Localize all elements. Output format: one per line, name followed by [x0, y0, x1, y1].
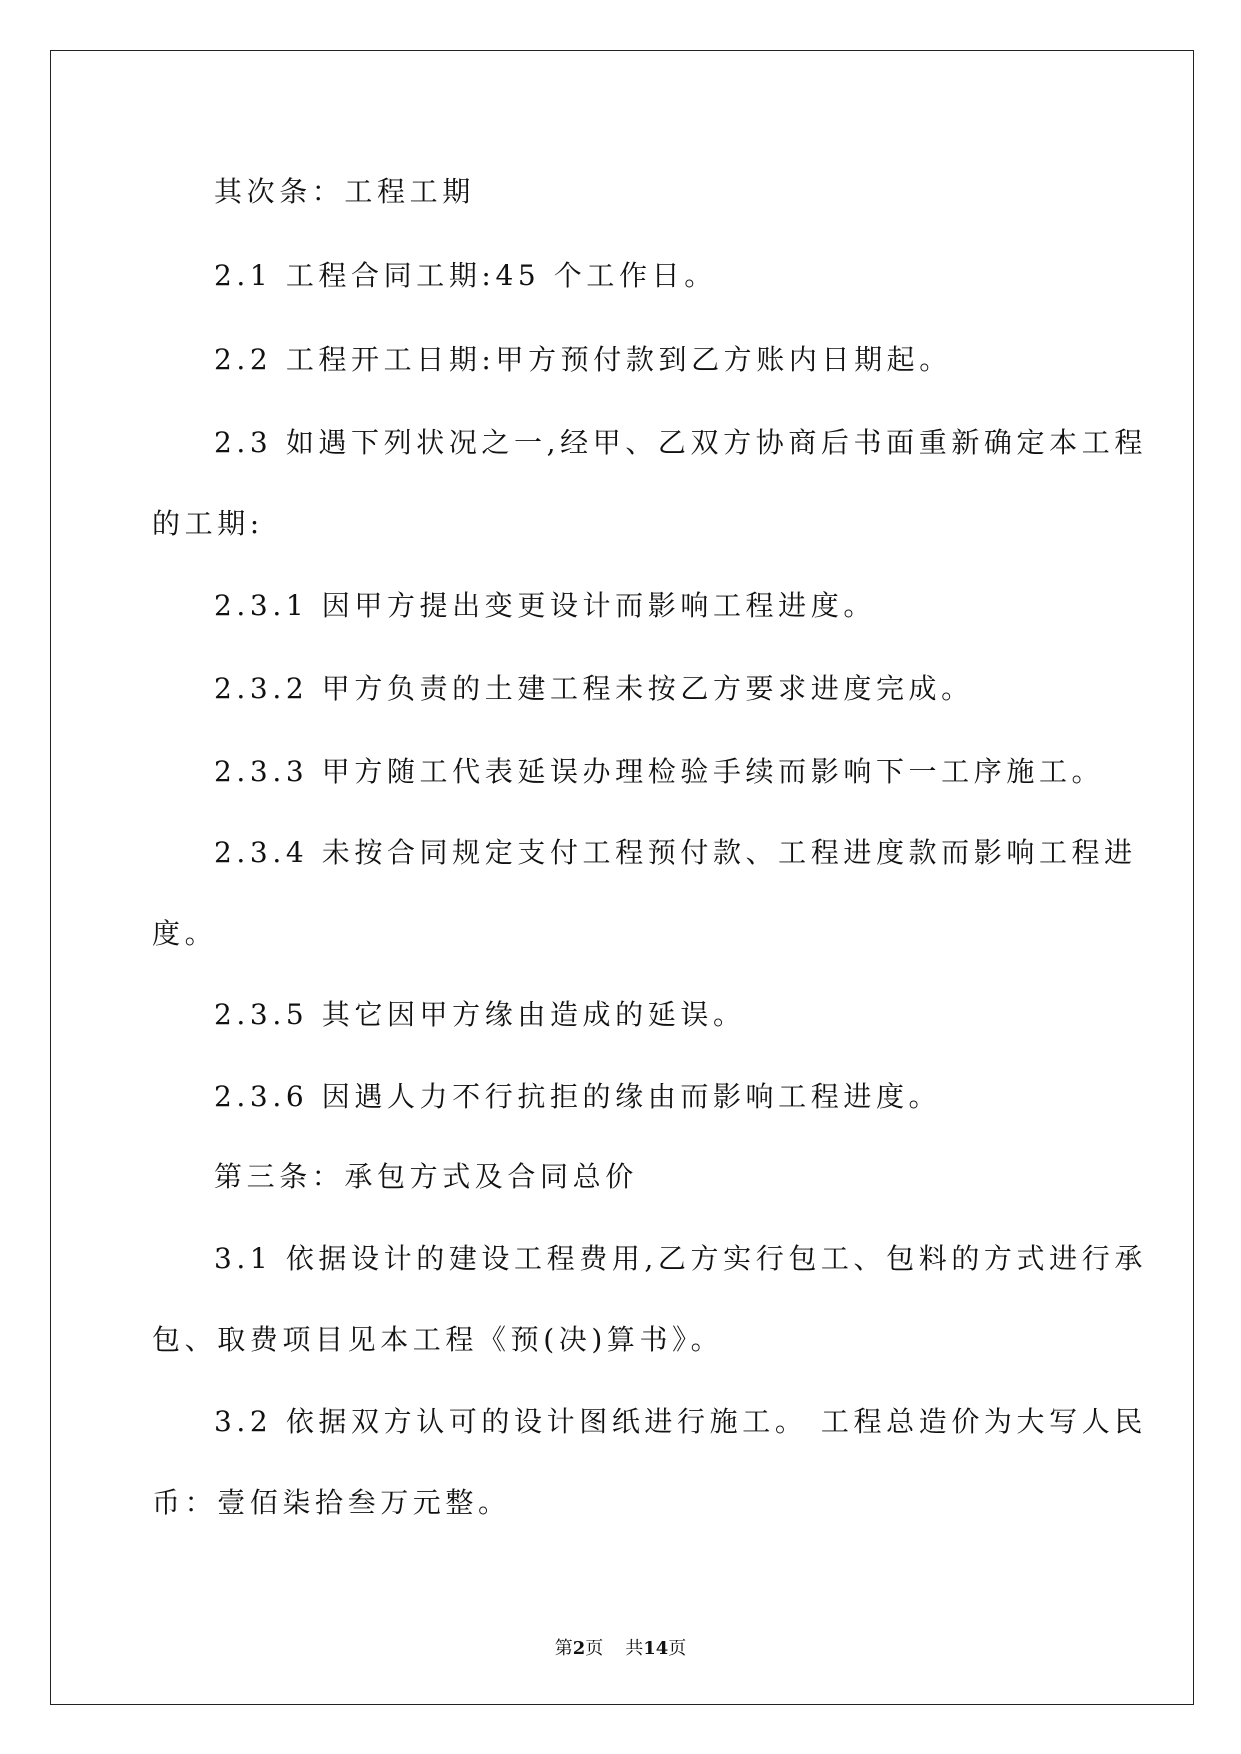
paragraph-line: 2.2 工程开工日期:甲方预付款到乙方账内日期起。: [214, 343, 952, 376]
paragraph-line: 2.3.4 未按合同规定支付工程预付款、工程进度款而影响工程进: [214, 836, 1137, 869]
paragraph-line: 2.3.5 其它因甲方缘由造成的延误。: [214, 998, 746, 1031]
paragraph-line: 2.3.3 甲方随工代表延误办理检验手续而影响下一工序施工。: [214, 755, 1105, 788]
section-heading: 其次条：工程工期: [214, 175, 475, 208]
paragraph-line: 2.1 工程合同工期:45 个工作日。: [214, 259, 717, 292]
paragraph-line: 包、取费项目见本工程《预(决)算书》。: [152, 1323, 724, 1356]
page-suffix: 页: [585, 1638, 604, 1659]
page-border: [50, 50, 1194, 1705]
paragraph-line: 2.3 如遇下列状况之一,经甲、乙双方协商后书面重新确定本工程: [214, 426, 1147, 459]
paragraph-line: 币：壹佰柒拾叁万元整。: [152, 1486, 511, 1519]
page-prefix: 第: [554, 1638, 573, 1659]
total-page-count: 14: [643, 1638, 669, 1659]
section-heading: 第三条：承包方式及合同总价: [214, 1160, 638, 1193]
paragraph-line: 2.3.2 甲方负责的土建工程未按乙方要求进度完成。: [214, 672, 974, 705]
total-suffix: 页: [668, 1638, 687, 1659]
current-page-number: 2: [572, 1638, 586, 1659]
paragraph-line: 2.3.1 因甲方提出变更设计而影响工程进度。: [214, 589, 876, 622]
paragraph-line: 3.2 依据双方认可的设计图纸进行施工。 工程总造价为大写人民: [214, 1405, 1147, 1438]
paragraph-line: 2.3.6 因遇人力不行抗拒的缘由而影响工程进度。: [214, 1080, 942, 1113]
page-footer: [0, 1637, 1241, 1661]
paragraph-line: 度。: [152, 917, 218, 950]
paragraph-line: 3.1 依据设计的建设工程费用,乙方实行包工、包料的方式进行承: [214, 1242, 1147, 1275]
paragraph-line: 的工期:: [152, 507, 264, 540]
total-prefix: 共: [625, 1638, 644, 1659]
